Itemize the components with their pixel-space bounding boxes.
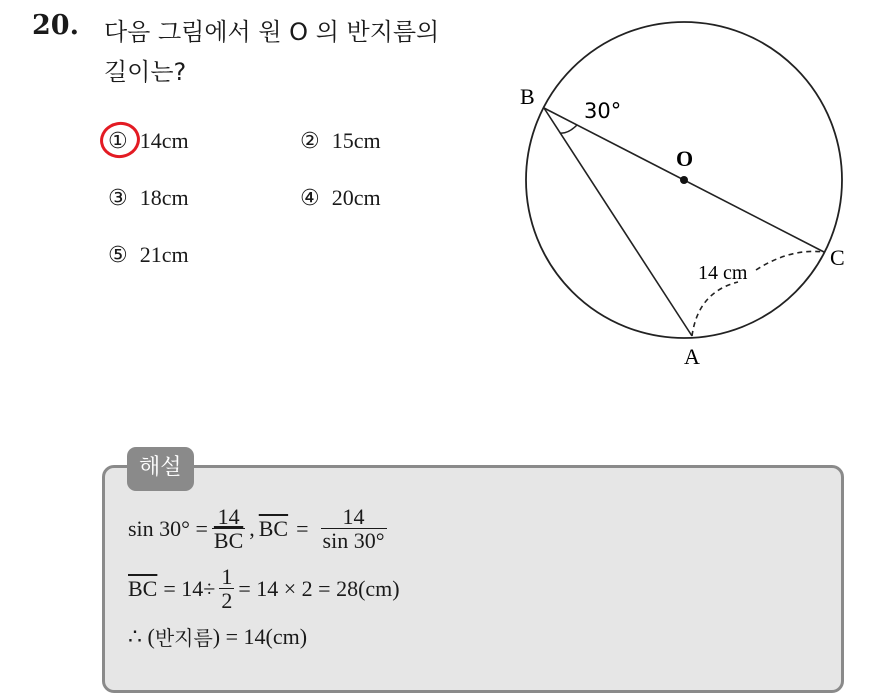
sol-l1-den2: sin 30°: [322, 528, 385, 554]
circle-figure: [510, 10, 884, 380]
chord-ba: [544, 108, 692, 336]
sol-l3-rest: ) = 14(cm): [212, 623, 308, 649]
question-number: 20.: [32, 10, 79, 41]
sol-l1-frac2: [321, 505, 387, 552]
label-c: C: [830, 245, 845, 270]
question-text: [104, 12, 439, 92]
sol-l2-den: 2: [221, 588, 233, 614]
choice-4-mark: ④: [300, 185, 320, 211]
question-text-line2: 길이는?: [104, 58, 187, 86]
choice-5[interactable]: [108, 242, 189, 268]
center-point: [680, 176, 688, 184]
solution-line-3: [128, 622, 307, 651]
question-text-line1: 다음 그림에서 원 O 의 반지름의: [104, 18, 440, 46]
sol-l1-bc: $\overline{BC}$: [258, 515, 289, 541]
sol-l1-sin: sin 30° =: [128, 515, 208, 541]
choice-1[interactable]: [108, 128, 189, 154]
sol-l1-eq: =: [296, 515, 309, 541]
choice-5-mark: ⑤: [108, 242, 128, 268]
label-b: B: [520, 84, 535, 109]
choice-1-mark: ①: [108, 128, 128, 154]
sol-l2-a: = 14÷: [163, 575, 216, 601]
sol-l1-num2: 14: [342, 504, 365, 529]
sol-l1-den: BC: [213, 528, 244, 554]
choice-5-text: 21cm: [139, 242, 189, 267]
choice-1-text: 14cm: [139, 128, 189, 153]
choice-2[interactable]: [300, 128, 381, 154]
dashed-arc-a: [692, 282, 738, 336]
sol-l1-num: 14: [217, 504, 240, 529]
sol-l2-b: = 14 × 2 = 28(cm): [238, 575, 400, 601]
angle-arc: [560, 125, 577, 133]
dashed-arc-c: [756, 251, 824, 270]
choice-2-text: 15cm: [331, 128, 381, 153]
choice-4[interactable]: [300, 185, 381, 211]
label-o: O: [676, 146, 694, 171]
label-angle: 30°: [584, 99, 622, 123]
choice-3[interactable]: [108, 185, 189, 211]
label-a: A: [684, 344, 700, 369]
sol-l3-therefore: ∴ (: [128, 623, 155, 649]
choice-3-mark: ③: [108, 185, 128, 211]
sol-l2-frac: [219, 565, 234, 612]
sol-l1-frac1: [212, 505, 245, 552]
sol-l1-comma: ,: [249, 515, 255, 541]
choice-2-mark: ②: [300, 128, 320, 154]
solution-tag: 해설: [127, 447, 194, 491]
sol-l2-bc: $\overline{BC}$: [128, 575, 158, 601]
sol-l2-num: 1: [221, 564, 233, 589]
label-length: 14 cm: [698, 262, 748, 284]
solution-line-1: [128, 505, 391, 552]
choice-3-text: 18cm: [139, 185, 189, 210]
choice-4-text: 20cm: [331, 185, 381, 210]
solution-line-2: [128, 565, 400, 612]
sol-l3-ko: 반지름: [154, 626, 213, 650]
